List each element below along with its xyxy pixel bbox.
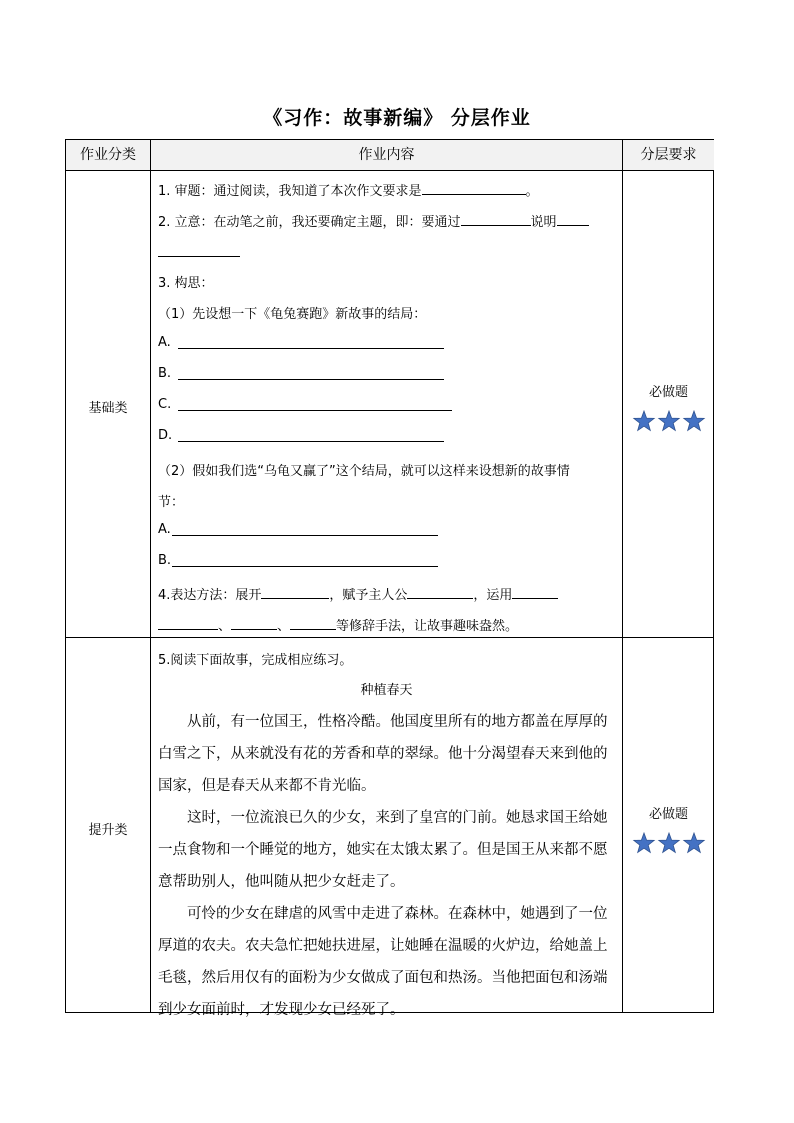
question-4-part-d: 等修辞手法，让故事趣味盎然。: [336, 619, 519, 634]
question-2: [158, 211, 589, 230]
answer-blank[interactable]: [461, 213, 531, 226]
star-rating: [632, 832, 706, 854]
question-3-2-line1: （2）假如我们选“乌龟又赢了”这个结局，就可以这样来设想新的故事情: [158, 464, 570, 479]
question-5: 5.阅读下面故事，完成相应练习。: [158, 653, 353, 668]
answer-blank[interactable]: [158, 617, 218, 630]
story-paragraph: 从前，有一位国王，性格冷酷。他国度里所有的地方都盖在厚厚的白雪之下，从来就没有花的芳香和草的翠绿。他十分渴望春天来到他的国家，但是春天从来都不肯光临。: [158, 714, 608, 794]
page-title: 《习作：故事新编》 分层作业: [263, 107, 531, 129]
star-icon: [634, 833, 654, 852]
question-1: [158, 180, 539, 199]
option-d: D.: [158, 428, 173, 443]
option2-a: A.: [158, 522, 171, 537]
answer-blank[interactable]: [172, 566, 438, 567]
answer-blank[interactable]: [512, 586, 558, 599]
option-b: B.: [158, 366, 172, 381]
question-3-1: （1）先设想一下《龟兔赛跑》新故事的结局：: [158, 307, 427, 322]
star-icon: [659, 833, 679, 852]
question-2-mid: 说明: [530, 215, 557, 230]
answer-blank[interactable]: [158, 256, 240, 257]
story-paragraph: 这时，一位流浪已久的少女，来到了皇宫的门前。她恳求国王给她一点食物和一个睡觉的地方，她实在太饿太累了。但是国王从来都不愿意帮助别人，他叫随从把少女赶走了。: [158, 810, 608, 890]
column-divider: [622, 140, 623, 1012]
star-icon: [684, 411, 704, 430]
answer-blank[interactable]: [407, 586, 473, 599]
star-icon: [659, 411, 679, 430]
answer-blank[interactable]: [178, 379, 444, 380]
star-icon: [634, 411, 654, 430]
answer-blank[interactable]: [178, 441, 444, 442]
question-3-2-line2: 节：: [158, 495, 185, 510]
header-level: 分层要求: [623, 140, 714, 170]
answer-blank[interactable]: [557, 213, 589, 226]
story-paragraph: 可怜的少女在肆虐的风雪中走进了森林。在森林中，她遇到了一位厚道的农夫。农夫急忙把她扶进屋，让她睡在温暖的火炉边，给她盖上毛毯，然后用仅有的面粉为少女做成了面包和热汤。当他把面包和汤端到少女面前时，才发现少女已经死了。: [158, 906, 608, 1018]
question-1-end: 。: [525, 184, 539, 199]
answer-blank[interactable]: [422, 182, 526, 195]
question-4-line2: [158, 615, 518, 634]
row-divider: [66, 637, 713, 638]
option-c: C.: [158, 397, 172, 412]
category-advanced: 提升类: [88, 823, 128, 838]
question-4-part-b: ，赋予主人公: [329, 588, 408, 603]
question-3: 3. 构思：: [158, 276, 214, 291]
answer-blank[interactable]: [172, 535, 438, 536]
question-4-line1: [158, 584, 558, 603]
star-icon: [684, 833, 704, 852]
homework-table: [65, 139, 714, 1018]
requirement-label: 必做题: [648, 385, 688, 400]
column-divider: [150, 140, 151, 1012]
answer-blank[interactable]: [178, 410, 452, 411]
row-divider: [66, 170, 713, 171]
category-basic: 基础类: [88, 401, 128, 416]
answer-blank[interactable]: [231, 617, 277, 630]
question-4-part-a: 4.表达方法：展开: [158, 588, 262, 603]
answer-blank[interactable]: [178, 348, 444, 349]
star-rating: [632, 410, 706, 432]
option2-b: B.: [158, 553, 172, 568]
separator: 、: [218, 619, 232, 634]
question-1-text: 1. 审题：通过阅读，我知道了本次作文要求是: [158, 184, 422, 199]
answer-blank[interactable]: [290, 617, 336, 630]
story-title: 种植春天: [360, 683, 413, 698]
requirement-label: 必做题: [648, 807, 688, 822]
header-content: 作业内容: [151, 140, 622, 170]
story-body: [158, 706, 618, 1026]
option-a: A.: [158, 335, 171, 350]
answer-blank[interactable]: [261, 586, 329, 599]
separator: 、: [277, 619, 291, 634]
question-2-text: 2. 立意：在动笔之前，我还要确定主题，即：要通过: [158, 215, 461, 230]
header-type: 作业分类: [66, 140, 150, 170]
question-4-part-c: ，运用: [473, 588, 513, 603]
